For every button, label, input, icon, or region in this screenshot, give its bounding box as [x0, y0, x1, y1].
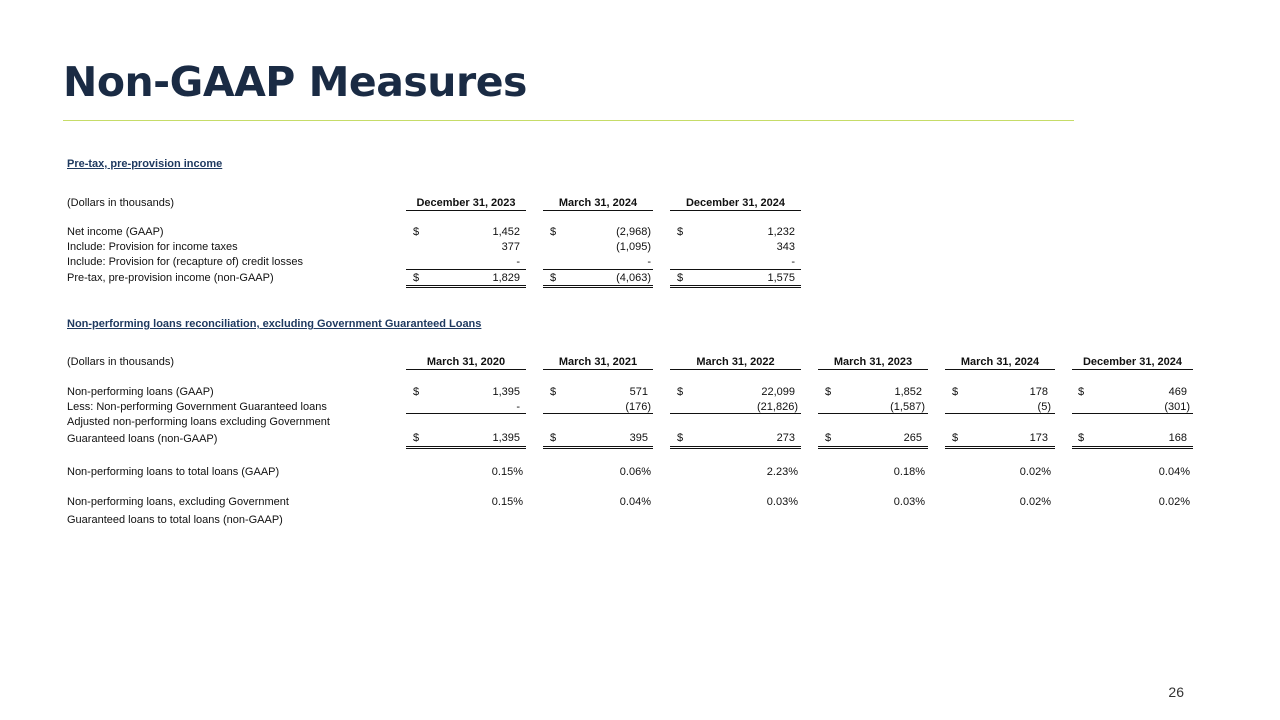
table-cell: 0.06%	[619, 466, 651, 478]
row-label: Non-performing loans to total loans (GAAP)	[67, 466, 280, 478]
row-label: Non-performing loans, excluding Government	[67, 496, 289, 508]
total-double-rule	[543, 446, 653, 447]
dollar-sign: $	[550, 432, 557, 444]
total-double-rule	[406, 446, 526, 447]
column-header: December 31, 2024	[1072, 356, 1193, 370]
units-label-1: (Dollars in thousands)	[67, 197, 174, 209]
subtotal-rule	[818, 413, 928, 414]
units-label-2: (Dollars in thousands)	[67, 356, 174, 368]
table-cell: 168	[1168, 432, 1187, 444]
table-cell: (5)	[1037, 401, 1051, 413]
table-cell: 395	[629, 432, 648, 444]
dollar-sign: $	[1078, 432, 1085, 444]
table-cell: 265	[903, 432, 922, 444]
column-header: March 31, 2024	[543, 197, 653, 211]
table-cell: (2,968)	[616, 226, 651, 238]
dollar-sign: $	[952, 432, 959, 444]
table-cell: 469	[1168, 386, 1187, 398]
row-label: Pre-tax, pre-provision income (non-GAAP)	[67, 272, 274, 284]
section-title-pretax: Pre-tax, pre-provision income	[67, 158, 223, 170]
total-double-rule	[543, 448, 653, 449]
total-double-rule	[406, 287, 526, 288]
dollar-sign: $	[413, 386, 420, 398]
dollar-sign: $	[1078, 386, 1085, 398]
dollar-sign: $	[825, 386, 832, 398]
row-label: Less: Non-performing Government Guaranteed loans	[67, 401, 327, 413]
dollar-sign: $	[825, 432, 832, 444]
table-cell: 1,395	[492, 386, 520, 398]
column-header: December 31, 2023	[406, 197, 526, 211]
dollar-sign: $	[550, 226, 557, 238]
dollar-sign: $	[413, 226, 420, 238]
table-cell: 0.18%	[893, 466, 925, 478]
total-double-rule	[406, 285, 526, 286]
subtotal-rule	[945, 413, 1055, 414]
column-header: March 31, 2022	[670, 356, 801, 370]
column-header: March 31, 2021	[543, 356, 653, 370]
table-cell: (21,826)	[757, 401, 798, 413]
total-double-rule	[670, 448, 801, 449]
subtotal-rule	[406, 413, 526, 414]
total-double-rule	[670, 287, 801, 288]
table-cell: 1,452	[492, 226, 520, 238]
total-double-rule	[818, 446, 928, 447]
dollar-sign: $	[677, 226, 684, 238]
subtotal-rule	[543, 413, 653, 414]
subtotal-rule	[670, 413, 801, 414]
total-double-rule	[1072, 448, 1193, 449]
dollar-sign: $	[677, 386, 684, 398]
total-double-rule	[818, 448, 928, 449]
table-cell: -	[647, 256, 651, 268]
table-cell: (4,063)	[616, 272, 651, 284]
row-label-cont: Guaranteed loans (non-GAAP)	[67, 433, 218, 445]
column-header: December 31, 2024	[670, 197, 801, 211]
table-cell: 0.02%	[1019, 496, 1051, 508]
table-cell: 1,395	[492, 432, 520, 444]
table-cell: -	[791, 256, 795, 268]
page-number: 26	[1168, 684, 1184, 700]
total-double-rule	[670, 446, 801, 447]
table-cell: (1,587)	[890, 401, 925, 413]
table-cell: 1,852	[894, 386, 922, 398]
dollar-sign: $	[550, 272, 557, 284]
table-cell: (1,095)	[616, 241, 651, 253]
dollar-sign: $	[952, 386, 959, 398]
column-header: March 31, 2020	[406, 356, 526, 370]
title-divider	[63, 120, 1074, 121]
row-label: Include: Provision for (recapture of) credit losses	[67, 256, 303, 268]
table-cell: 1,232	[767, 226, 795, 238]
table-cell: -	[516, 401, 520, 413]
column-header: March 31, 2023	[818, 356, 928, 370]
subtotal-rule	[670, 269, 801, 270]
table-cell: (301)	[1164, 401, 1190, 413]
total-double-rule	[406, 448, 526, 449]
table-cell: 0.03%	[766, 496, 798, 508]
total-double-rule	[945, 446, 1055, 447]
page-title: Non-GAAP Measures	[63, 58, 527, 106]
section-title-npl: Non-performing loans reconciliation, excluding Government Guaranteed Loans	[67, 318, 482, 330]
row-label: Include: Provision for income taxes	[67, 241, 238, 253]
dollar-sign: $	[413, 272, 420, 284]
table-cell: 0.04%	[619, 496, 651, 508]
table-cell: 343	[776, 241, 795, 253]
table-cell: 571	[629, 386, 648, 398]
row-label: Non-performing loans (GAAP)	[67, 386, 214, 398]
total-double-rule	[543, 285, 653, 286]
subtotal-rule	[406, 269, 526, 270]
table-cell: 0.15%	[491, 466, 523, 478]
table-cell: 1,575	[767, 272, 795, 284]
table-cell: -	[516, 256, 520, 268]
table-cell: 0.15%	[491, 496, 523, 508]
subtotal-rule	[1072, 413, 1193, 414]
dollar-sign: $	[677, 272, 684, 284]
row-label-cont: Guaranteed loans to total loans (non-GAAP)	[67, 514, 283, 526]
table-cell: 273	[776, 432, 795, 444]
total-double-rule	[1072, 446, 1193, 447]
total-double-rule	[543, 287, 653, 288]
table-cell: 22,099	[761, 386, 795, 398]
table-cell: (176)	[625, 401, 651, 413]
table-cell: 0.02%	[1158, 496, 1190, 508]
table-cell: 0.02%	[1019, 466, 1051, 478]
total-double-rule	[670, 285, 801, 286]
subtotal-rule	[543, 269, 653, 270]
table-cell: 173	[1029, 432, 1048, 444]
column-header: March 31, 2024	[945, 356, 1055, 370]
row-label: Net income (GAAP)	[67, 226, 164, 238]
dollar-sign: $	[677, 432, 684, 444]
table-cell: 2.23%	[766, 466, 798, 478]
row-label: Adjusted non-performing loans excluding Government	[67, 416, 330, 428]
dollar-sign: $	[413, 432, 420, 444]
total-double-rule	[945, 448, 1055, 449]
dollar-sign: $	[550, 386, 557, 398]
table-cell: 377	[501, 241, 520, 253]
table-cell: 178	[1029, 386, 1048, 398]
table-cell: 1,829	[492, 272, 520, 284]
table-cell: 0.04%	[1158, 466, 1190, 478]
table-cell: 0.03%	[893, 496, 925, 508]
